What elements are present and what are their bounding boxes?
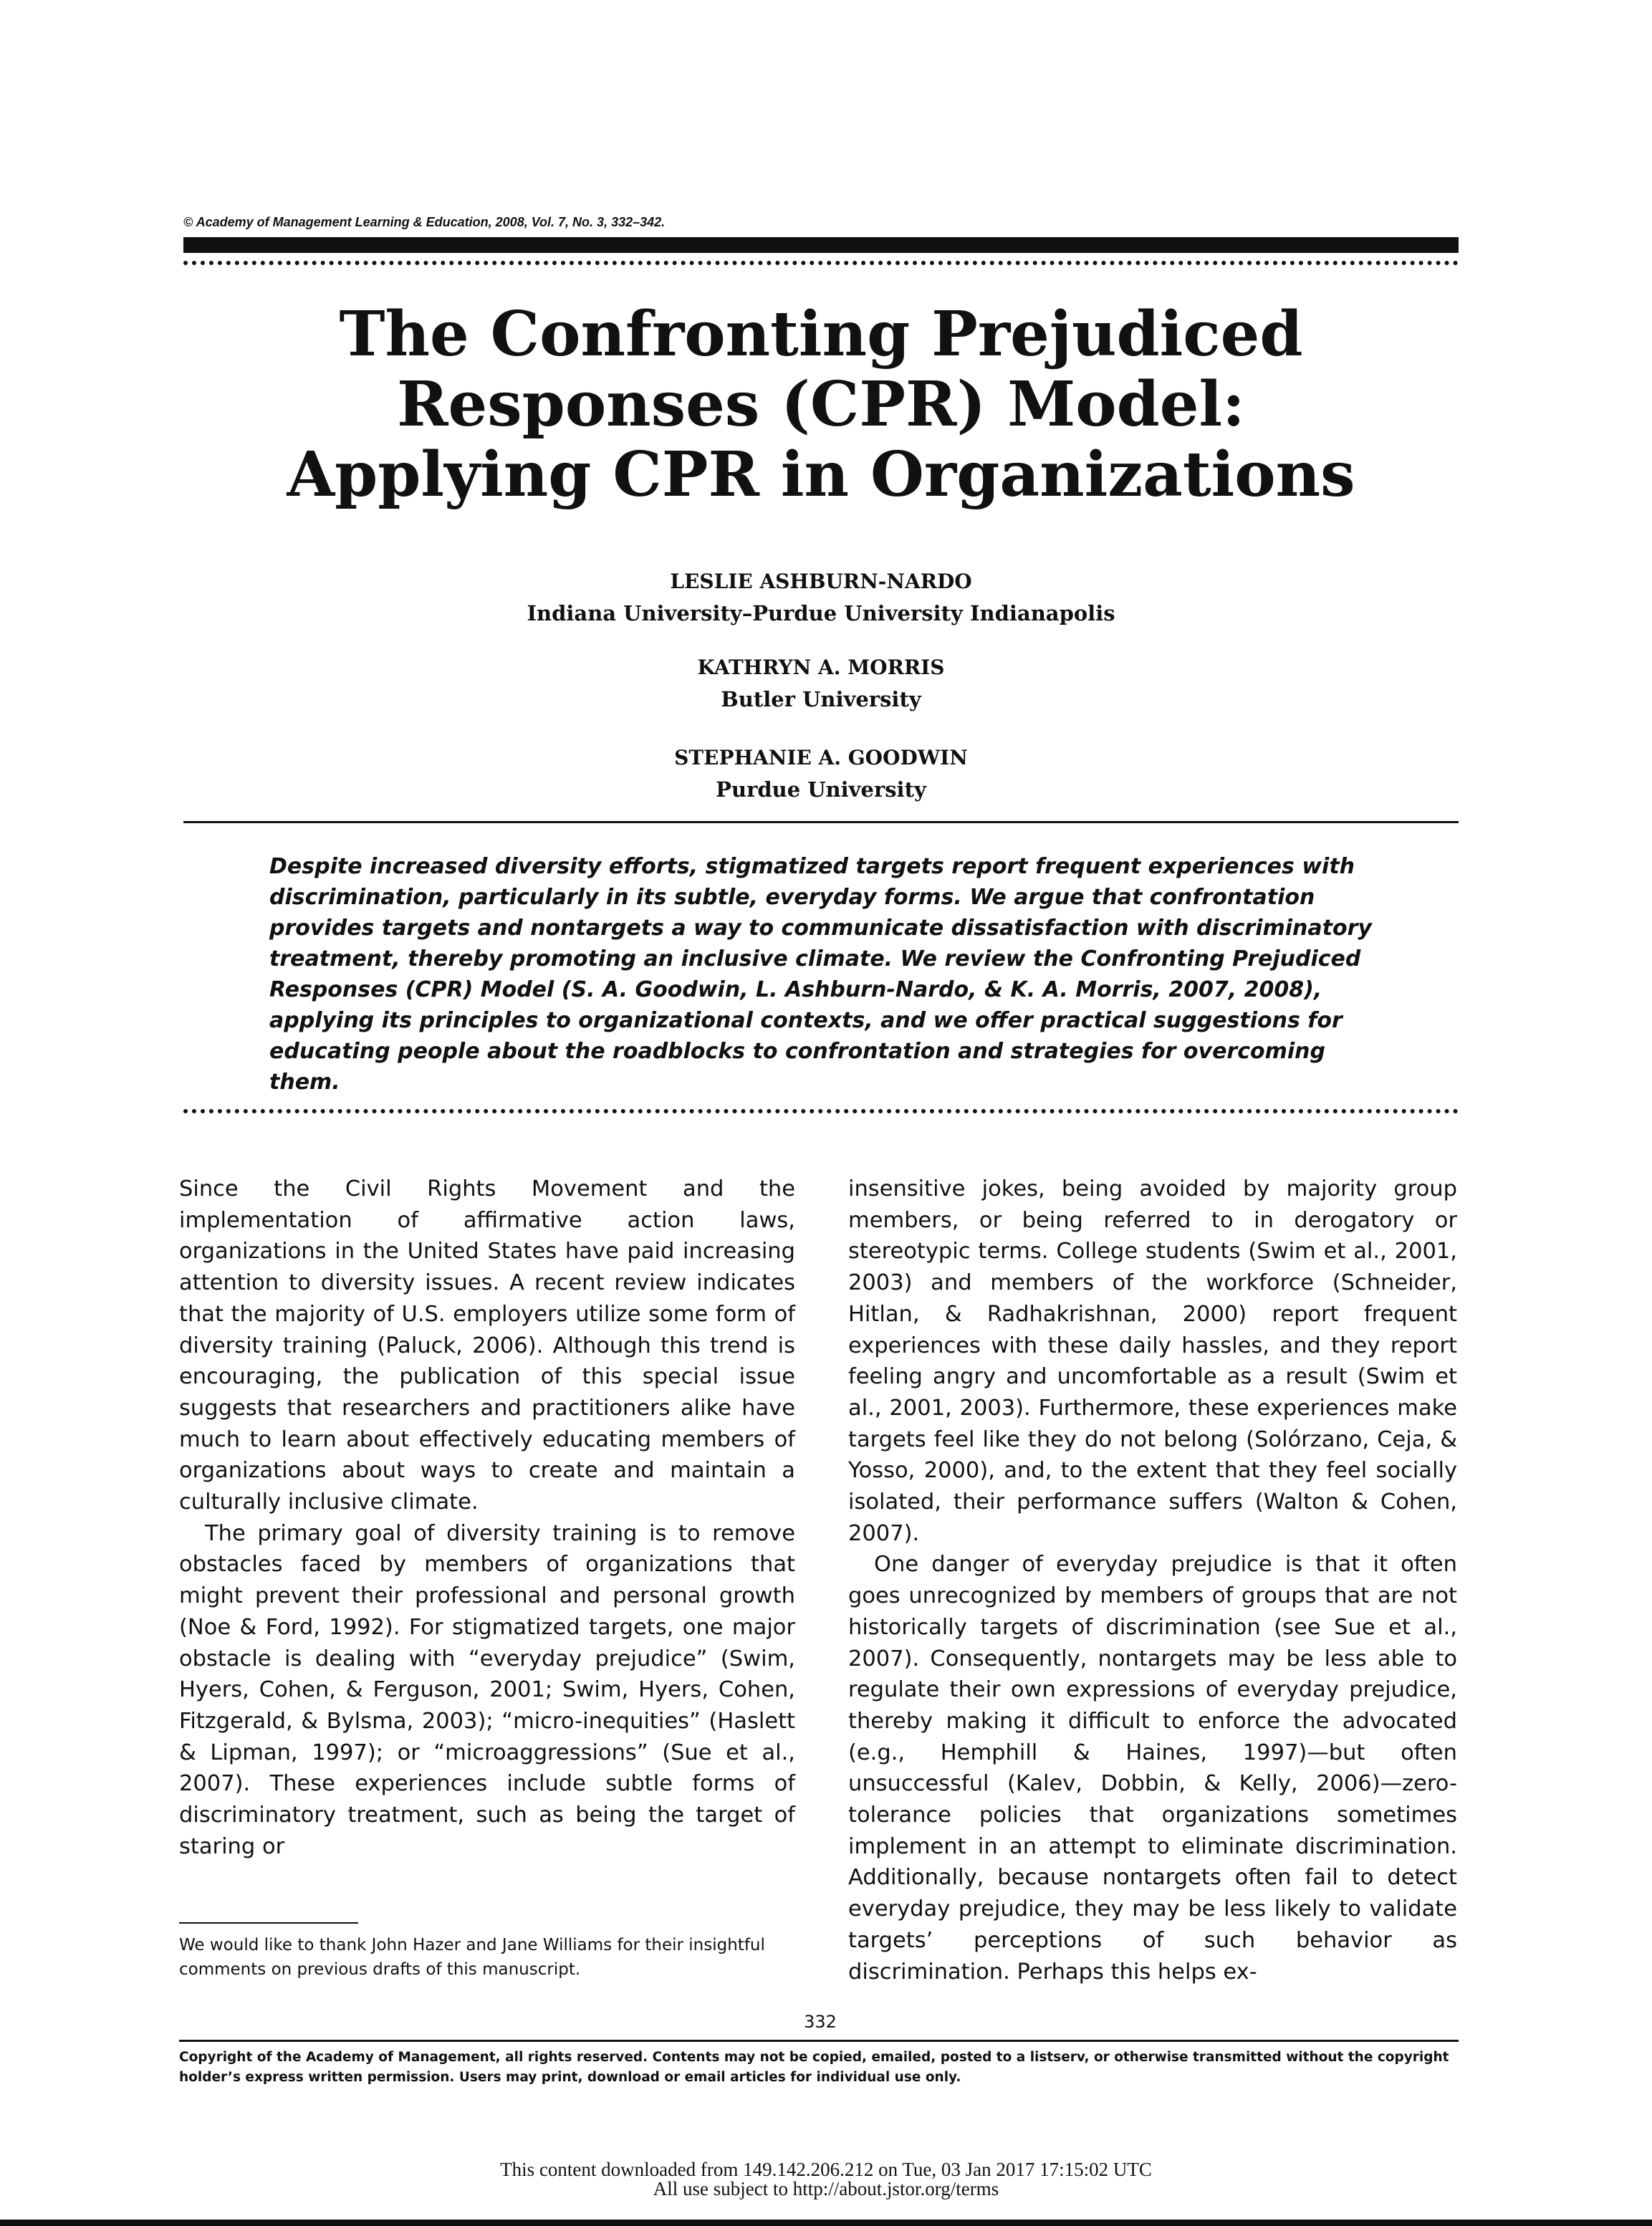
author-affiliation: Purdue University [716, 777, 926, 802]
article-title [183, 299, 1459, 510]
author-block [183, 742, 1459, 805]
paragraph: The primary goal of diversity training is to remove obstacles faced by members of organizations that might prevent their professional and personal growth (Noe & Ford, 1992). For stigmatized targets, one major obstacle is dealing with “everyday prejudice” (Swim, Hyers, Cohen, & Ferguson, 2001; Swim, Hyers, Cohen, Fitzgerald, & Bylsma, 2003); “micro-inequities” (Haslett & Lipman, 1997); or “microaggressions” (Sue et al., 2007). These experiences include subtle forms of discriminatory treatment, such as being the target of staring or [179, 1520, 795, 1859]
footnote-rule [179, 1922, 358, 1924]
page-number: 332 [804, 2012, 837, 2032]
download-line: This content downloaded from 149.142.206.212 on Tue, 03 Jan 2017 17:15:02 UTC [500, 2159, 1152, 2180]
author-affiliation: Butler University [721, 687, 921, 711]
abstract: Despite increased diversity efforts, stigmatized targets report frequent experiences with discrimination, particularly in its subtle, everyday forms. We argue that confrontation provides targets and nontargets a way to communicate dissatisfaction with discriminatory treatment, thereby promoting an inclusive climate. We review the Confronting Prejudiced Responses (CPR) Model (S. A. Goodwin, L. Ashburn-Nardo, & K. A. Morris, 2007, 2008), applying its principles to organizational contexts, and we offer practical suggestions for educating people about the roadblocks to confrontation and strategies for overcoming them. [269, 854, 1372, 1095]
body-column-left [179, 1174, 795, 1862]
abstract-dotted-rule [183, 1109, 1459, 1113]
journal-citation: © Academy of Management Learning & Education, 2008, Vol. 7, No. 3, 332–342. [183, 215, 666, 229]
footnote: We would like to thank John Hazer and Jane Williams for their insightful comments on previous drafts of this manuscript. [179, 1936, 765, 1979]
abstract-rule [183, 821, 1459, 823]
title-line: Applying CPR in Organizations [287, 438, 1355, 511]
copyright-notice: Copyright of the Academy of Management, all rights reserved. Contents may not be copied, emailed, posted to a listserv, or otherwise transmitted without the copyright holder’s express written permission. Users may print, download or email articles for individual use only. [179, 2050, 1449, 2085]
paragraph: Since the Civil Rights Movement and the implementation of affirmative action laws, organizations in the United States have paid increasing attention to diversity issues. A recent review indicates that the majority of U.S. employers utilize some form of diversity training (Paluck, 2006). Although this trend is encouraging, the publication of this special issue suggests that researchers and practitioners alike have much to learn about effectively educating members of organizations about ways to create and maintain a culturally inclusive climate. [179, 1176, 795, 1515]
header-bar [183, 237, 1459, 253]
page-bottom-edge [0, 2220, 1652, 2226]
body-column-right [848, 1174, 1457, 1987]
header-dotted-rule [183, 261, 1459, 265]
terms-line: All use subject to http://about.jstor.org/terms [653, 2178, 999, 2199]
paragraph: insensitive jokes, being avoided by majority group members, or being referred to in derogatory or stereotypic terms. College students (Swim et al., 2001, 2003) and members of the workforce (Schneider, Hitlan, & Radhakrishnan, 2000) report frequent experiences with these daily hassles, and they report feeling angry and uncomfortable as a result (Swim et al., 2001, 2003). Furthermore, these experiences make targets feel like they do not belong (Solórzano, Ceja, & Yosso, 2000), and, to the extent that they feel socially isolated, their performance suffers (Walton & Cohen, 2007). [848, 1176, 1457, 1546]
author-name: STEPHANIE A. GOODWIN [674, 746, 968, 769]
author-block [183, 566, 1459, 629]
title-line: Responses (CPR) Model: [397, 368, 1245, 441]
download-notice [0, 2160, 1652, 2199]
paragraph: One danger of everyday prejudice is that it often goes unrecognized by members of groups that are not historically targets of discrimination (see Sue et al., 2007). Consequently, nontargets may be less able to regulate their own expressions of everyday prejudice, thereby making it difficult to enforce the advocated (e.g., Hemphill & Haines, 1997)—but often unsuccessful (Kalev, Dobbin, & Kelly, 2006)—zero-tolerance policies that organizations sometimes implement in an attempt to eliminate discrimination. Additionally, because nontargets often fail to detect everyday prejudice, they may be less likely to validate targets’ perceptions of such behavior as discrimination. Perhaps this helps ex- [848, 1552, 1457, 1985]
author-name: KATHRYN A. MORRIS [697, 656, 945, 679]
title-line: The Confronting Prejudiced [339, 298, 1303, 370]
author-affiliation: Indiana University–Purdue University Indianapolis [527, 601, 1115, 625]
author-name: LESLIE ASHBURN-NARDO [670, 570, 972, 593]
author-block [183, 652, 1459, 715]
footer-rule [179, 2040, 1459, 2042]
